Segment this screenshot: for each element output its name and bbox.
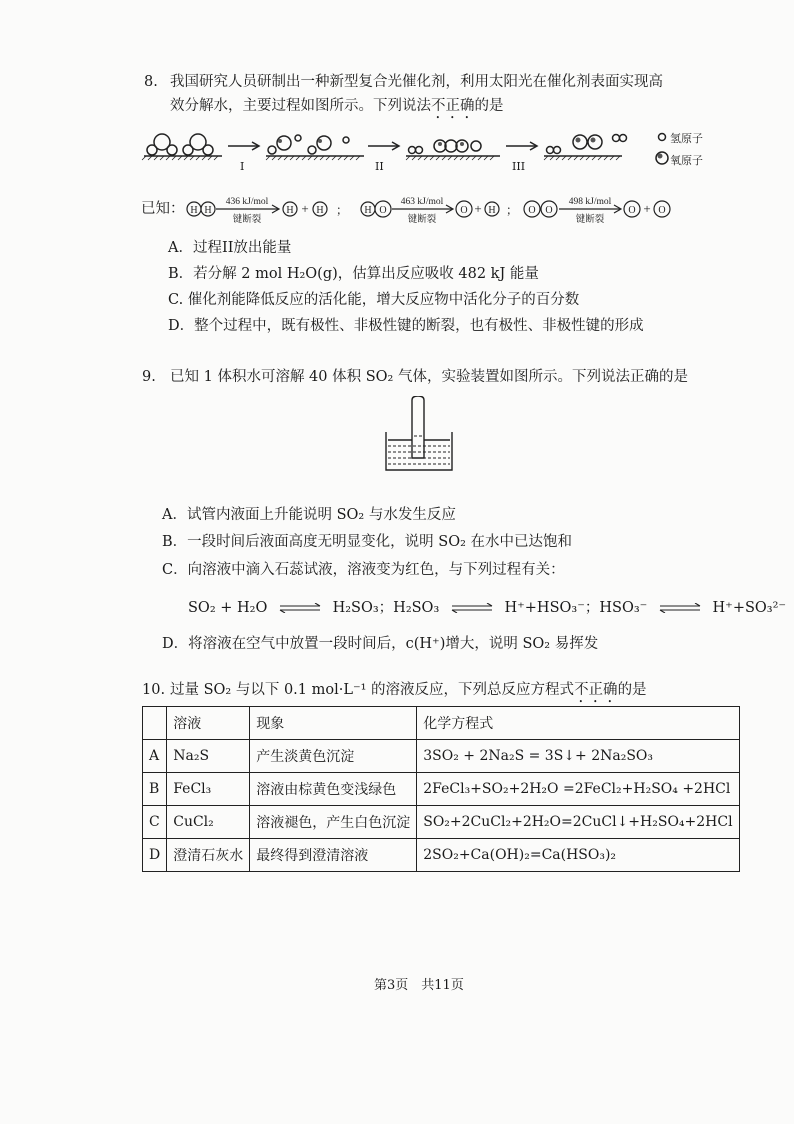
q9-stem: 已知 1 体积水可溶解 40 体积 SO₂ 气体，实验装置如图所示。下列说法正确的是 [170,369,688,385]
row-equation: 2SO₂+Ca(OH)₂=Ca(HSO₃)₂ [417,839,739,872]
bond-hh-energy: 436 kJ/mol [225,197,269,207]
atom-h-6: H [488,205,496,216]
page-footer: 第3页 共11页 [374,978,464,993]
atom-h-4: H [316,205,324,216]
bond-break-3: 键断裂 [575,215,605,225]
table-row [143,839,740,872]
table-row [143,806,740,839]
atom-o-3: O [528,205,536,216]
legend-hydrogen: 氢原子 [670,132,703,145]
row-solution: FeCl₃ [167,773,250,806]
bond-ho-energy: 463 kJ/mol [400,197,444,207]
atom-o-2: O [460,205,468,216]
table-header-cell: 化学方程式 [417,707,739,740]
legend-oxygen: 氧原子 [670,154,703,167]
equilibrium-arrow-icon [658,603,702,613]
row-phenomenon: 产生淡黄色沉淀 [250,740,417,773]
row-label: B [143,773,167,806]
separator-1: ； [335,203,349,217]
table-header-row [143,707,740,740]
stage-label-1: I [240,160,245,173]
equilibrium-arrow-icon [278,603,322,613]
q9-option-b: B．一段时间后液面高度无明显变化，说明 SO₂ 在水中已达饱和 [162,534,573,550]
row-label: A [143,740,167,773]
q8-option-b: B．若分解 2 mol H₂O(g)，估算出反应吸收 482 kJ 能量 [168,266,539,282]
q8-emphasis: 不正确 [431,98,475,114]
stage-label-2: II [375,160,384,173]
equilibrium-arrow-icon [450,603,494,613]
table-header-cell: 现象 [250,707,417,740]
svg-text:+: + [474,201,482,216]
q10-number: 10. [142,682,166,698]
bond-oo-energy: 498 kJ/mol [568,197,612,207]
svg-text:+: + [301,201,309,216]
separator-2: ； [505,203,519,217]
row-label: C [143,806,167,839]
atom-o-6: O [658,205,666,216]
row-equation: 3SO₂ + 2Na₂S = 3S↓+ 2Na₂SO₃ [417,740,739,773]
q9-option-c: C．向溶液中滴入石蕊试液，溶液变为红色，与下列过程有关： [162,562,565,578]
bond-energy-diagram [186,192,686,228]
q10-stem: 过量 SO₂ 与以下 0.1 mol·L⁻¹ 的溶液反应，下列总反应方程式不正确的是 [170,682,647,698]
row-solution: 澄清石灰水 [167,839,250,872]
q8-number: 8. [144,74,158,90]
q9-option-d: D．将溶液在空气中放置一段时间后，c(H⁺)增大，说明 SO₂ 易挥发 [162,636,599,652]
bond-break-2: 键断裂 [407,215,437,225]
q10-table [142,706,740,872]
q10-emphasis: 不正确 [574,682,618,698]
row-solution: Na₂S [167,740,250,773]
row-equation: 2FeCl₃+SO₂+2H₂O =2FeCl₂+H₂SO₄ +2HCl [417,773,739,806]
svg-text:+: + [643,201,651,216]
row-phenomenon: 溶液褪色，产生白色沉淀 [250,806,417,839]
known-prefix: 已知： [141,201,185,217]
q9-equation: SO₂ + H₂O H₂SO₃；H₂SO₃ H⁺+HSO₃⁻；HSO₃⁻ H⁺+SO₃²⁻ [188,600,787,616]
atom-o-5: O [628,205,636,216]
table-row [143,740,740,773]
atom-h-1: H [190,205,198,216]
q8-stem-line1: 我国研究人员研制出一种新型复合光催化剂，利用太阳光在催化剂表面实现高 [170,74,663,90]
atom-h-2: H [204,205,212,216]
row-label: D [143,839,167,872]
table-header-cell [143,707,167,740]
stage-label-3: III [512,160,526,173]
q8-option-c: C. 催化剂能降低反应的活化能，增大反应物中活化分子的百分数 [168,292,580,308]
q8-option-a: A．过程II放出能量 [168,240,292,256]
q8-process-diagram [140,128,720,176]
atom-o-1: O [379,205,387,216]
test-tube-apparatus [378,396,460,474]
q9-option-a: A．试管内液面上升能说明 SO₂ 与水发生反应 [162,507,456,523]
table-header-cell: 溶液 [167,707,250,740]
atom-o-4: O [545,205,553,216]
row-phenomenon: 溶液由棕黄色变浅绿色 [250,773,417,806]
row-solution: CuCl₂ [167,806,250,839]
q8-stem-line2: 效分解水，主要过程如图所示。下列说法不正确的是 [170,98,504,114]
atom-h-5: H [364,205,372,216]
q9-number: 9. [142,369,156,385]
row-phenomenon: 最终得到澄清溶液 [250,839,417,872]
atom-h-3: H [286,205,294,216]
table-row [143,773,740,806]
q8-option-d: D．整个过程中，既有极性、非极性键的断裂，也有极性、非极性键的形成 [168,318,644,334]
bond-break-1: 键断裂 [232,215,262,225]
row-equation: SO₂+2CuCl₂+2H₂O=2CuCl↓+H₂SO₄+2HCl [417,806,739,839]
